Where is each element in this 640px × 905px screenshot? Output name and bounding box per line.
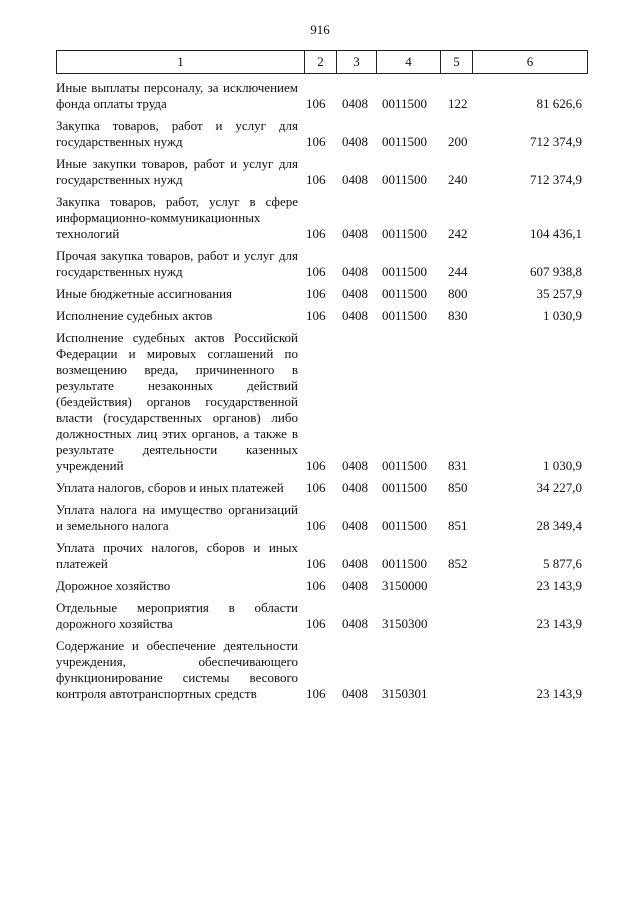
row-name: Уплата налогов, сборов и иных платежей: [56, 480, 284, 495]
row-subsection-code: 0408: [342, 686, 368, 701]
row-article-code: 0011500: [382, 134, 428, 149]
row-expense-type-code: 244: [448, 264, 468, 279]
page-number: 916: [310, 22, 330, 37]
row-article-code: 0011500: [382, 480, 428, 495]
row-section-code: 106: [306, 308, 326, 323]
table-row: [56, 194, 588, 242]
row-expense-type-code: 240: [448, 172, 468, 187]
table-row: [56, 80, 588, 112]
table-row: [56, 118, 588, 150]
row-section-code: 106: [306, 134, 326, 149]
header-col-1: 1: [57, 51, 305, 73]
table-row: [56, 248, 588, 280]
row-amount: 5 877,6: [543, 556, 582, 571]
row-amount: 1 030,9: [543, 308, 582, 323]
row-subsection-code: 0408: [342, 264, 368, 279]
row-name: Закупка товаров, работ, услуг в сфере информационно-коммуникационных технологий: [56, 194, 298, 241]
row-article-code: 0011500: [382, 458, 428, 473]
row-amount: 81 626,6: [536, 96, 582, 111]
table-row: [56, 638, 588, 702]
row-section-code: 106: [306, 480, 326, 495]
row-expense-type-code: 830: [448, 308, 468, 323]
row-codes: [56, 308, 588, 324]
row-article-code: 0011500: [382, 264, 428, 279]
row-expense-type-code: 200: [448, 134, 468, 149]
header-col-2: 2: [305, 51, 337, 73]
row-article-code: 0011500: [382, 556, 428, 571]
table-row: [56, 330, 588, 474]
row-article-code: 3150300: [382, 616, 428, 631]
row-subsection-code: 0408: [342, 308, 368, 323]
row-article-code: 0011500: [382, 286, 428, 301]
row-article-code: 0011500: [382, 172, 428, 187]
row-name: Уплата налога на имущество организаций и земельного налога: [56, 502, 298, 533]
table-row: [56, 502, 588, 534]
row-subsection-code: 0408: [342, 226, 368, 241]
table-row: [56, 600, 588, 632]
row-name: Прочая закупка товаров, работ и услуг для государственных нужд: [56, 248, 298, 279]
row-section-code: 106: [306, 556, 326, 571]
row-expense-type-code: 851: [448, 518, 468, 533]
row-article-code: 0011500: [382, 308, 428, 323]
table-row: [56, 308, 588, 324]
row-codes: [56, 480, 588, 496]
row-amount: 712 374,9: [530, 134, 582, 149]
row-expense-type-code: 831: [448, 458, 468, 473]
row-codes: [56, 134, 588, 150]
row-section-code: 106: [306, 286, 326, 301]
row-codes: [56, 578, 588, 594]
row-name: Уплата прочих налогов, сборов и иных платежей: [56, 540, 298, 571]
row-name: Отдельные мероприятия в области дорожного хозяйства: [56, 600, 298, 631]
row-amount: 23 143,9: [536, 616, 582, 631]
table-row: [56, 480, 588, 496]
row-subsection-code: 0408: [342, 286, 368, 301]
row-section-code: 106: [306, 616, 326, 631]
table-row: [56, 156, 588, 188]
row-subsection-code: 0408: [342, 578, 368, 593]
row-expense-type-code: 242: [448, 226, 468, 241]
row-amount: 23 143,9: [536, 686, 582, 701]
row-expense-type-code: 122: [448, 96, 468, 111]
row-article-code: 0011500: [382, 96, 428, 111]
table-header: [56, 50, 588, 74]
row-expense-type-code: 852: [448, 556, 468, 571]
row-section-code: 106: [306, 226, 326, 241]
row-codes: [56, 226, 588, 242]
row-codes: [56, 458, 588, 474]
row-article-code: 0011500: [382, 226, 428, 241]
row-subsection-code: 0408: [342, 458, 368, 473]
row-expense-type-code: 850: [448, 480, 468, 495]
row-subsection-code: 0408: [342, 556, 368, 571]
row-subsection-code: 0408: [342, 96, 368, 111]
row-article-code: 3150301: [382, 686, 428, 701]
row-amount: 712 374,9: [530, 172, 582, 187]
row-section-code: 106: [306, 686, 326, 701]
row-name: Иные бюджетные ассигнования: [56, 286, 233, 301]
row-codes: [56, 172, 588, 188]
row-codes: [56, 518, 588, 534]
row-amount: 28 349,4: [536, 518, 582, 533]
row-section-code: 106: [306, 578, 326, 593]
row-amount: 35 257,9: [536, 286, 582, 301]
row-section-code: 106: [306, 172, 326, 187]
header-col-5: 5: [441, 51, 473, 73]
header-col-4: 4: [377, 51, 441, 73]
header-col-3: 3: [337, 51, 377, 73]
row-name: Исполнение судебных актов Российской Федерации и мировых соглашений по возмещению вреда, причиненного в результате незаконных действий (бездействия) органов государственной власти (государственных органов) либо должностных лиц этих органов, а также в результате деятельности казенных учреждений: [56, 330, 298, 473]
row-name: Дорожное хозяйство: [56, 578, 171, 593]
row-expense-type-code: 800: [448, 286, 468, 301]
table-row: [56, 578, 588, 594]
row-name: Иные закупки товаров, работ и услуг для государственных нужд: [56, 156, 298, 187]
row-name: Содержание и обеспечение деятельности учреждения, обеспечивающего функционирование системы весового контроля автотранспортных средств: [56, 638, 298, 701]
row-name: Иные выплаты персоналу, за исключением фонда оплаты труда: [56, 80, 298, 111]
row-codes: [56, 616, 588, 632]
table-row: [56, 540, 588, 572]
row-article-code: 0011500: [382, 518, 428, 533]
table-row: [56, 286, 588, 302]
row-subsection-code: 0408: [342, 518, 368, 533]
row-amount: 1 030,9: [543, 458, 582, 473]
row-section-code: 106: [306, 458, 326, 473]
row-subsection-code: 0408: [342, 616, 368, 631]
row-codes: [56, 556, 588, 572]
row-name: Исполнение судебных актов: [56, 308, 213, 323]
row-amount: 34 227,0: [536, 480, 582, 495]
row-section-code: 106: [306, 264, 326, 279]
row-amount: 607 938,8: [530, 264, 582, 279]
row-codes: [56, 96, 588, 112]
row-article-code: 3150000: [382, 578, 428, 593]
table-body: [56, 80, 588, 708]
row-subsection-code: 0408: [342, 480, 368, 495]
row-subsection-code: 0408: [342, 172, 368, 187]
row-section-code: 106: [306, 96, 326, 111]
row-amount: 23 143,9: [536, 578, 582, 593]
row-codes: [56, 286, 588, 302]
row-section-code: 106: [306, 518, 326, 533]
row-codes: [56, 686, 588, 702]
header-col-6: 6: [526, 54, 534, 69]
row-name: Закупка товаров, работ и услуг для государственных нужд: [56, 118, 298, 149]
row-subsection-code: 0408: [342, 134, 368, 149]
row-codes: [56, 264, 588, 280]
row-amount: 104 436,1: [530, 226, 582, 241]
